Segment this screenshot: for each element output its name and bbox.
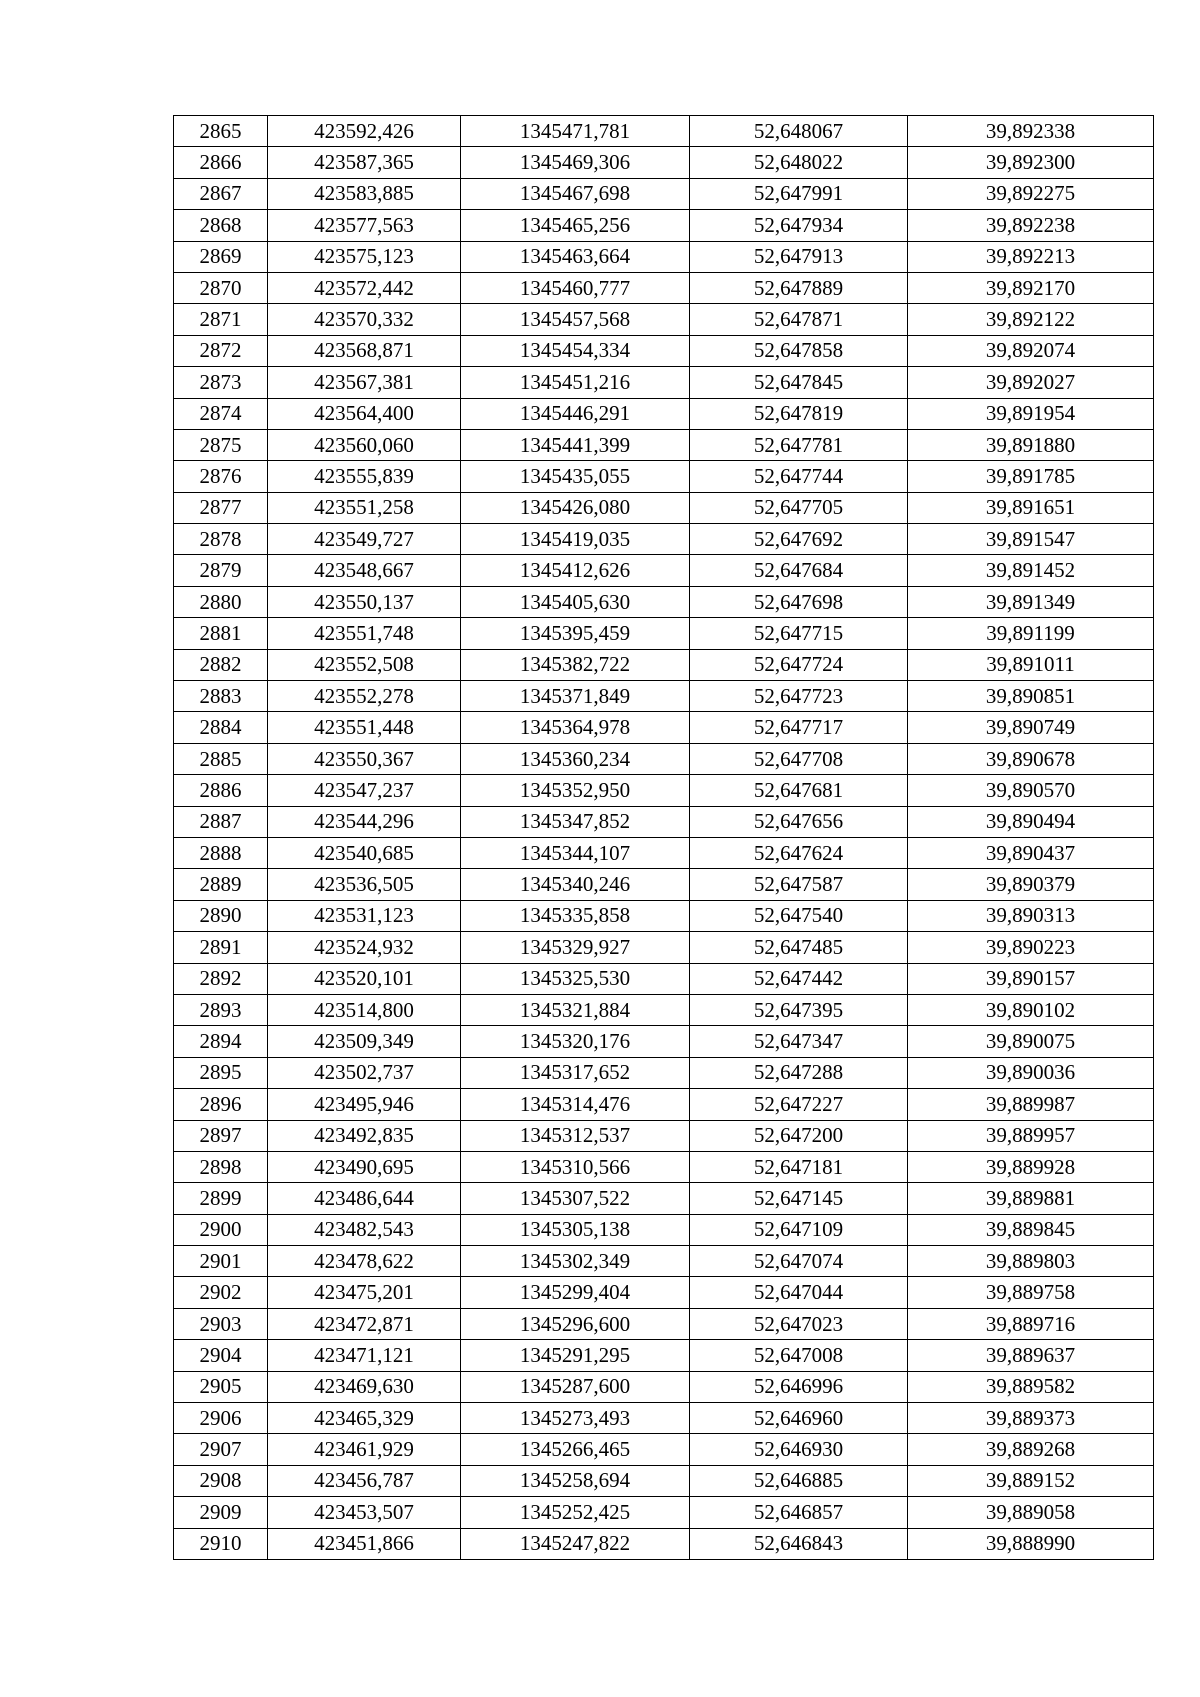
x-coordinate-cell: 423478,622 bbox=[268, 1246, 461, 1277]
longitude-cell: 39,890379 bbox=[908, 869, 1154, 900]
table-row bbox=[174, 116, 1154, 147]
y-coordinate-cell: 1345465,256 bbox=[461, 210, 690, 241]
latitude-cell: 52,647656 bbox=[690, 806, 908, 837]
table-row bbox=[174, 837, 1154, 868]
point-number-cell: 2897 bbox=[174, 1120, 268, 1151]
latitude-cell: 52,647724 bbox=[690, 649, 908, 680]
table-row bbox=[174, 304, 1154, 335]
point-number-cell: 2904 bbox=[174, 1340, 268, 1371]
latitude-cell: 52,647023 bbox=[690, 1308, 908, 1339]
point-number-cell: 2874 bbox=[174, 398, 268, 429]
x-coordinate-cell: 423540,685 bbox=[268, 837, 461, 868]
table-row bbox=[174, 1089, 1154, 1120]
point-number-cell: 2870 bbox=[174, 272, 268, 303]
table-row bbox=[174, 429, 1154, 460]
x-coordinate-cell: 423492,835 bbox=[268, 1120, 461, 1151]
table-row bbox=[174, 618, 1154, 649]
x-coordinate-cell: 423568,871 bbox=[268, 335, 461, 366]
y-coordinate-cell: 1345412,626 bbox=[461, 555, 690, 586]
y-coordinate-cell: 1345471,781 bbox=[461, 116, 690, 147]
table-row bbox=[174, 869, 1154, 900]
longitude-cell: 39,889716 bbox=[908, 1308, 1154, 1339]
y-coordinate-cell: 1345317,652 bbox=[461, 1057, 690, 1088]
point-number-cell: 2877 bbox=[174, 492, 268, 523]
point-number-cell: 2892 bbox=[174, 963, 268, 994]
y-coordinate-cell: 1345347,852 bbox=[461, 806, 690, 837]
y-coordinate-cell: 1345335,858 bbox=[461, 900, 690, 931]
y-coordinate-cell: 1345321,884 bbox=[461, 994, 690, 1025]
point-number-cell: 2871 bbox=[174, 304, 268, 335]
latitude-cell: 52,647485 bbox=[690, 932, 908, 963]
point-number-cell: 2880 bbox=[174, 586, 268, 617]
latitude-cell: 52,646930 bbox=[690, 1434, 908, 1465]
point-number-cell: 2888 bbox=[174, 837, 268, 868]
y-coordinate-cell: 1345419,035 bbox=[461, 524, 690, 555]
y-coordinate-cell: 1345273,493 bbox=[461, 1403, 690, 1434]
longitude-cell: 39,889582 bbox=[908, 1371, 1154, 1402]
latitude-cell: 52,646843 bbox=[690, 1528, 908, 1559]
y-coordinate-cell: 1345371,849 bbox=[461, 681, 690, 712]
point-number-cell: 2885 bbox=[174, 743, 268, 774]
point-number-cell: 2899 bbox=[174, 1183, 268, 1214]
table-row bbox=[174, 1308, 1154, 1339]
longitude-cell: 39,889957 bbox=[908, 1120, 1154, 1151]
x-coordinate-cell: 423495,946 bbox=[268, 1089, 461, 1120]
x-coordinate-cell: 423567,381 bbox=[268, 367, 461, 398]
latitude-cell: 52,647708 bbox=[690, 743, 908, 774]
longitude-cell: 39,889758 bbox=[908, 1277, 1154, 1308]
table-row bbox=[174, 649, 1154, 680]
x-coordinate-cell: 423564,400 bbox=[268, 398, 461, 429]
table-row bbox=[174, 1371, 1154, 1402]
x-coordinate-cell: 423465,329 bbox=[268, 1403, 461, 1434]
y-coordinate-cell: 1345469,306 bbox=[461, 147, 690, 178]
table-row bbox=[174, 586, 1154, 617]
x-coordinate-cell: 423560,060 bbox=[268, 429, 461, 460]
latitude-cell: 52,647692 bbox=[690, 524, 908, 555]
latitude-cell: 52,648067 bbox=[690, 116, 908, 147]
longitude-cell: 39,890437 bbox=[908, 837, 1154, 868]
table-row bbox=[174, 147, 1154, 178]
latitude-cell: 52,647109 bbox=[690, 1214, 908, 1245]
x-coordinate-cell: 423531,123 bbox=[268, 900, 461, 931]
longitude-cell: 39,889803 bbox=[908, 1246, 1154, 1277]
point-number-cell: 2905 bbox=[174, 1371, 268, 1402]
point-number-cell: 2866 bbox=[174, 147, 268, 178]
y-coordinate-cell: 1345426,080 bbox=[461, 492, 690, 523]
latitude-cell: 52,647145 bbox=[690, 1183, 908, 1214]
y-coordinate-cell: 1345454,334 bbox=[461, 335, 690, 366]
longitude-cell: 39,891880 bbox=[908, 429, 1154, 460]
longitude-cell: 39,891954 bbox=[908, 398, 1154, 429]
longitude-cell: 39,889152 bbox=[908, 1465, 1154, 1496]
longitude-cell: 39,892300 bbox=[908, 147, 1154, 178]
longitude-cell: 39,889268 bbox=[908, 1434, 1154, 1465]
y-coordinate-cell: 1345314,476 bbox=[461, 1089, 690, 1120]
point-number-cell: 2867 bbox=[174, 178, 268, 209]
x-coordinate-cell: 423583,885 bbox=[268, 178, 461, 209]
point-number-cell: 2903 bbox=[174, 1308, 268, 1339]
point-number-cell: 2869 bbox=[174, 241, 268, 272]
x-coordinate-cell: 423490,695 bbox=[268, 1151, 461, 1182]
x-coordinate-cell: 423502,737 bbox=[268, 1057, 461, 1088]
table-row bbox=[174, 1120, 1154, 1151]
table-row bbox=[174, 1528, 1154, 1559]
x-coordinate-cell: 423469,630 bbox=[268, 1371, 461, 1402]
latitude-cell: 52,647991 bbox=[690, 178, 908, 209]
latitude-cell: 52,647200 bbox=[690, 1120, 908, 1151]
point-number-cell: 2893 bbox=[174, 994, 268, 1025]
y-coordinate-cell: 1345287,600 bbox=[461, 1371, 690, 1402]
x-coordinate-cell: 423551,748 bbox=[268, 618, 461, 649]
longitude-cell: 39,889928 bbox=[908, 1151, 1154, 1182]
x-coordinate-cell: 423509,349 bbox=[268, 1026, 461, 1057]
point-number-cell: 2895 bbox=[174, 1057, 268, 1088]
point-number-cell: 2868 bbox=[174, 210, 268, 241]
x-coordinate-cell: 423552,278 bbox=[268, 681, 461, 712]
x-coordinate-cell: 423552,508 bbox=[268, 649, 461, 680]
table-row bbox=[174, 1057, 1154, 1088]
longitude-cell: 39,891349 bbox=[908, 586, 1154, 617]
point-number-cell: 2884 bbox=[174, 712, 268, 743]
table-row bbox=[174, 1183, 1154, 1214]
x-coordinate-cell: 423548,667 bbox=[268, 555, 461, 586]
point-number-cell: 2896 bbox=[174, 1089, 268, 1120]
longitude-cell: 39,889845 bbox=[908, 1214, 1154, 1245]
latitude-cell: 52,646996 bbox=[690, 1371, 908, 1402]
y-coordinate-cell: 1345307,522 bbox=[461, 1183, 690, 1214]
y-coordinate-cell: 1345405,630 bbox=[461, 586, 690, 617]
x-coordinate-cell: 423451,866 bbox=[268, 1528, 461, 1559]
x-coordinate-cell: 423550,367 bbox=[268, 743, 461, 774]
latitude-cell: 52,647934 bbox=[690, 210, 908, 241]
table-row bbox=[174, 1465, 1154, 1496]
table-row bbox=[174, 1434, 1154, 1465]
table-row bbox=[174, 681, 1154, 712]
latitude-cell: 52,647744 bbox=[690, 461, 908, 492]
table-row bbox=[174, 1214, 1154, 1245]
latitude-cell: 52,647227 bbox=[690, 1089, 908, 1120]
point-number-cell: 2889 bbox=[174, 869, 268, 900]
point-number-cell: 2894 bbox=[174, 1026, 268, 1057]
latitude-cell: 52,647681 bbox=[690, 775, 908, 806]
point-number-cell: 2887 bbox=[174, 806, 268, 837]
longitude-cell: 39,891785 bbox=[908, 461, 1154, 492]
y-coordinate-cell: 1345352,950 bbox=[461, 775, 690, 806]
point-number-cell: 2890 bbox=[174, 900, 268, 931]
y-coordinate-cell: 1345291,295 bbox=[461, 1340, 690, 1371]
longitude-cell: 39,890570 bbox=[908, 775, 1154, 806]
x-coordinate-cell: 423549,727 bbox=[268, 524, 461, 555]
table-row bbox=[174, 1246, 1154, 1277]
x-coordinate-cell: 423453,507 bbox=[268, 1497, 461, 1528]
y-coordinate-cell: 1345382,722 bbox=[461, 649, 690, 680]
point-number-cell: 2910 bbox=[174, 1528, 268, 1559]
longitude-cell: 39,890102 bbox=[908, 994, 1154, 1025]
point-number-cell: 2906 bbox=[174, 1403, 268, 1434]
latitude-cell: 52,647347 bbox=[690, 1026, 908, 1057]
x-coordinate-cell: 423456,787 bbox=[268, 1465, 461, 1496]
y-coordinate-cell: 1345329,927 bbox=[461, 932, 690, 963]
x-coordinate-cell: 423544,296 bbox=[268, 806, 461, 837]
point-number-cell: 2901 bbox=[174, 1246, 268, 1277]
x-coordinate-cell: 423520,101 bbox=[268, 963, 461, 994]
x-coordinate-cell: 423575,123 bbox=[268, 241, 461, 272]
longitude-cell: 39,889987 bbox=[908, 1089, 1154, 1120]
y-coordinate-cell: 1345446,291 bbox=[461, 398, 690, 429]
longitude-cell: 39,892275 bbox=[908, 178, 1154, 209]
x-coordinate-cell: 423486,644 bbox=[268, 1183, 461, 1214]
longitude-cell: 39,892170 bbox=[908, 272, 1154, 303]
table-row bbox=[174, 1403, 1154, 1434]
table-row bbox=[174, 1340, 1154, 1371]
latitude-cell: 52,647074 bbox=[690, 1246, 908, 1277]
x-coordinate-cell: 423524,932 bbox=[268, 932, 461, 963]
latitude-cell: 52,647587 bbox=[690, 869, 908, 900]
x-coordinate-cell: 423555,839 bbox=[268, 461, 461, 492]
latitude-cell: 52,647705 bbox=[690, 492, 908, 523]
x-coordinate-cell: 423551,258 bbox=[268, 492, 461, 523]
table-row bbox=[174, 524, 1154, 555]
y-coordinate-cell: 1345247,822 bbox=[461, 1528, 690, 1559]
x-coordinate-cell: 423592,426 bbox=[268, 116, 461, 147]
longitude-cell: 39,890313 bbox=[908, 900, 1154, 931]
y-coordinate-cell: 1345457,568 bbox=[461, 304, 690, 335]
point-number-cell: 2881 bbox=[174, 618, 268, 649]
y-coordinate-cell: 1345460,777 bbox=[461, 272, 690, 303]
y-coordinate-cell: 1345325,530 bbox=[461, 963, 690, 994]
latitude-cell: 52,647624 bbox=[690, 837, 908, 868]
y-coordinate-cell: 1345340,246 bbox=[461, 869, 690, 900]
y-coordinate-cell: 1345312,537 bbox=[461, 1120, 690, 1151]
latitude-cell: 52,647698 bbox=[690, 586, 908, 617]
y-coordinate-cell: 1345266,465 bbox=[461, 1434, 690, 1465]
y-coordinate-cell: 1345302,349 bbox=[461, 1246, 690, 1277]
x-coordinate-cell: 423570,332 bbox=[268, 304, 461, 335]
point-number-cell: 2872 bbox=[174, 335, 268, 366]
longitude-cell: 39,889637 bbox=[908, 1340, 1154, 1371]
y-coordinate-cell: 1345258,694 bbox=[461, 1465, 690, 1496]
table-row bbox=[174, 555, 1154, 586]
latitude-cell: 52,646960 bbox=[690, 1403, 908, 1434]
y-coordinate-cell: 1345463,664 bbox=[461, 241, 690, 272]
point-number-cell: 2879 bbox=[174, 555, 268, 586]
longitude-cell: 39,890157 bbox=[908, 963, 1154, 994]
point-number-cell: 2882 bbox=[174, 649, 268, 680]
x-coordinate-cell: 423475,201 bbox=[268, 1277, 461, 1308]
table-row bbox=[174, 743, 1154, 774]
latitude-cell: 52,647715 bbox=[690, 618, 908, 649]
latitude-cell: 52,647871 bbox=[690, 304, 908, 335]
y-coordinate-cell: 1345441,399 bbox=[461, 429, 690, 460]
table-row bbox=[174, 210, 1154, 241]
table-row bbox=[174, 994, 1154, 1025]
latitude-cell: 52,647723 bbox=[690, 681, 908, 712]
table-row bbox=[174, 1497, 1154, 1528]
latitude-cell: 52,647044 bbox=[690, 1277, 908, 1308]
table-row bbox=[174, 335, 1154, 366]
y-coordinate-cell: 1345344,107 bbox=[461, 837, 690, 868]
y-coordinate-cell: 1345451,216 bbox=[461, 367, 690, 398]
y-coordinate-cell: 1345360,234 bbox=[461, 743, 690, 774]
x-coordinate-cell: 423461,929 bbox=[268, 1434, 461, 1465]
point-number-cell: 2909 bbox=[174, 1497, 268, 1528]
y-coordinate-cell: 1345320,176 bbox=[461, 1026, 690, 1057]
y-coordinate-cell: 1345435,055 bbox=[461, 461, 690, 492]
latitude-cell: 52,647442 bbox=[690, 963, 908, 994]
x-coordinate-cell: 423482,543 bbox=[268, 1214, 461, 1245]
table-row bbox=[174, 492, 1154, 523]
coordinates-table bbox=[173, 115, 1154, 1560]
table-row bbox=[174, 712, 1154, 743]
longitude-cell: 39,892238 bbox=[908, 210, 1154, 241]
table-row bbox=[174, 178, 1154, 209]
table-row bbox=[174, 932, 1154, 963]
table-row bbox=[174, 398, 1154, 429]
longitude-cell: 39,892074 bbox=[908, 335, 1154, 366]
longitude-cell: 39,891547 bbox=[908, 524, 1154, 555]
longitude-cell: 39,891011 bbox=[908, 649, 1154, 680]
latitude-cell: 52,647913 bbox=[690, 241, 908, 272]
x-coordinate-cell: 423577,563 bbox=[268, 210, 461, 241]
point-number-cell: 2898 bbox=[174, 1151, 268, 1182]
latitude-cell: 52,647717 bbox=[690, 712, 908, 743]
y-coordinate-cell: 1345299,404 bbox=[461, 1277, 690, 1308]
point-number-cell: 2878 bbox=[174, 524, 268, 555]
table-row bbox=[174, 272, 1154, 303]
longitude-cell: 39,890851 bbox=[908, 681, 1154, 712]
x-coordinate-cell: 423572,442 bbox=[268, 272, 461, 303]
x-coordinate-cell: 423536,505 bbox=[268, 869, 461, 900]
y-coordinate-cell: 1345305,138 bbox=[461, 1214, 690, 1245]
latitude-cell: 52,647845 bbox=[690, 367, 908, 398]
table-row bbox=[174, 900, 1154, 931]
y-coordinate-cell: 1345296,600 bbox=[461, 1308, 690, 1339]
latitude-cell: 52,647889 bbox=[690, 272, 908, 303]
y-coordinate-cell: 1345364,978 bbox=[461, 712, 690, 743]
longitude-cell: 39,891199 bbox=[908, 618, 1154, 649]
longitude-cell: 39,890749 bbox=[908, 712, 1154, 743]
longitude-cell: 39,892027 bbox=[908, 367, 1154, 398]
longitude-cell: 39,890036 bbox=[908, 1057, 1154, 1088]
latitude-cell: 52,647858 bbox=[690, 335, 908, 366]
latitude-cell: 52,647008 bbox=[690, 1340, 908, 1371]
longitude-cell: 39,889881 bbox=[908, 1183, 1154, 1214]
table-row bbox=[174, 963, 1154, 994]
point-number-cell: 2883 bbox=[174, 681, 268, 712]
longitude-cell: 39,891452 bbox=[908, 555, 1154, 586]
table-row bbox=[174, 1151, 1154, 1182]
point-number-cell: 2900 bbox=[174, 1214, 268, 1245]
point-number-cell: 2908 bbox=[174, 1465, 268, 1496]
latitude-cell: 52,647819 bbox=[690, 398, 908, 429]
latitude-cell: 52,647540 bbox=[690, 900, 908, 931]
point-number-cell: 2886 bbox=[174, 775, 268, 806]
x-coordinate-cell: 423547,237 bbox=[268, 775, 461, 806]
x-coordinate-cell: 423587,365 bbox=[268, 147, 461, 178]
point-number-cell: 2875 bbox=[174, 429, 268, 460]
table-row bbox=[174, 461, 1154, 492]
latitude-cell: 52,647781 bbox=[690, 429, 908, 460]
y-coordinate-cell: 1345467,698 bbox=[461, 178, 690, 209]
point-number-cell: 2873 bbox=[174, 367, 268, 398]
y-coordinate-cell: 1345310,566 bbox=[461, 1151, 690, 1182]
longitude-cell: 39,890494 bbox=[908, 806, 1154, 837]
table-row bbox=[174, 775, 1154, 806]
latitude-cell: 52,647181 bbox=[690, 1151, 908, 1182]
longitude-cell: 39,890223 bbox=[908, 932, 1154, 963]
table-row bbox=[174, 367, 1154, 398]
latitude-cell: 52,647288 bbox=[690, 1057, 908, 1088]
x-coordinate-cell: 423550,137 bbox=[268, 586, 461, 617]
x-coordinate-cell: 423471,121 bbox=[268, 1340, 461, 1371]
point-number-cell: 2876 bbox=[174, 461, 268, 492]
longitude-cell: 39,888990 bbox=[908, 1528, 1154, 1559]
table-row bbox=[174, 1026, 1154, 1057]
latitude-cell: 52,647395 bbox=[690, 994, 908, 1025]
table-row bbox=[174, 241, 1154, 272]
point-number-cell: 2891 bbox=[174, 932, 268, 963]
y-coordinate-cell: 1345395,459 bbox=[461, 618, 690, 649]
table-row bbox=[174, 1277, 1154, 1308]
longitude-cell: 39,890678 bbox=[908, 743, 1154, 774]
latitude-cell: 52,646857 bbox=[690, 1497, 908, 1528]
y-coordinate-cell: 1345252,425 bbox=[461, 1497, 690, 1528]
latitude-cell: 52,646885 bbox=[690, 1465, 908, 1496]
x-coordinate-cell: 423514,800 bbox=[268, 994, 461, 1025]
latitude-cell: 52,648022 bbox=[690, 147, 908, 178]
longitude-cell: 39,892213 bbox=[908, 241, 1154, 272]
point-number-cell: 2865 bbox=[174, 116, 268, 147]
table-row bbox=[174, 806, 1154, 837]
x-coordinate-cell: 423472,871 bbox=[268, 1308, 461, 1339]
longitude-cell: 39,892338 bbox=[908, 116, 1154, 147]
latitude-cell: 52,647684 bbox=[690, 555, 908, 586]
x-coordinate-cell: 423551,448 bbox=[268, 712, 461, 743]
longitude-cell: 39,891651 bbox=[908, 492, 1154, 523]
point-number-cell: 2907 bbox=[174, 1434, 268, 1465]
longitude-cell: 39,889058 bbox=[908, 1497, 1154, 1528]
coordinates-table-body bbox=[174, 116, 1154, 1560]
longitude-cell: 39,890075 bbox=[908, 1026, 1154, 1057]
longitude-cell: 39,892122 bbox=[908, 304, 1154, 335]
longitude-cell: 39,889373 bbox=[908, 1403, 1154, 1434]
point-number-cell: 2902 bbox=[174, 1277, 268, 1308]
